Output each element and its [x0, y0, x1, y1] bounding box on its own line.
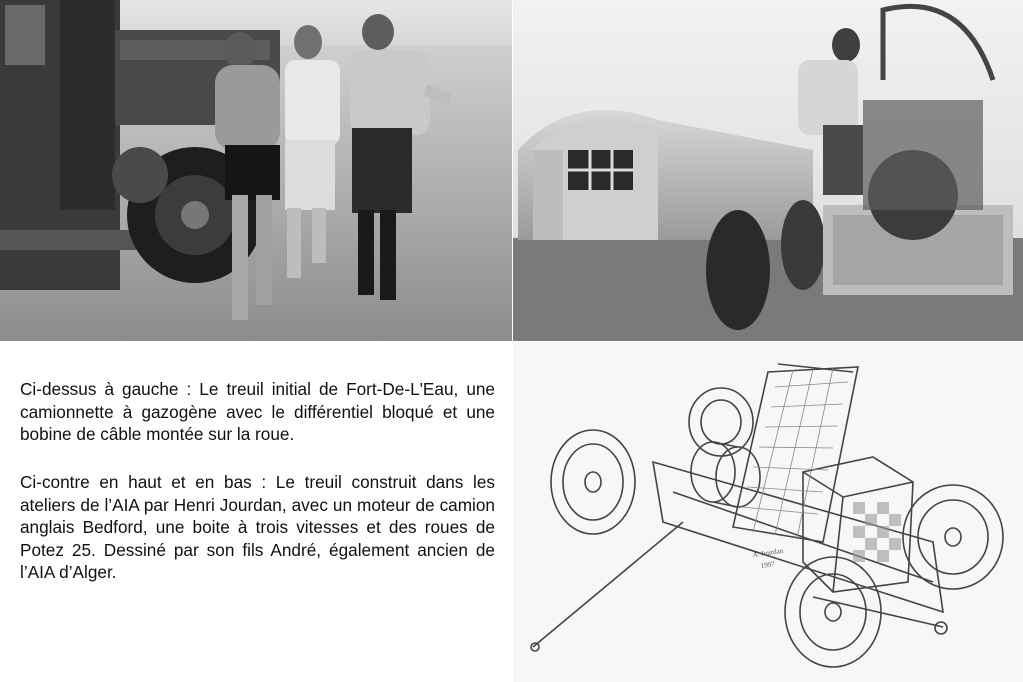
photo-winch-vehicle	[513, 0, 1023, 341]
sketch-winch-drawing	[513, 342, 1023, 682]
photo-truck-winch	[0, 0, 512, 341]
caption-winch-description: Ci-contre en haut et en bas : Le treuil construit dans les ateliers de l’AIA par Henri Jourdan, avec un moteur de camion anglais Bedford, une boite à trois vitesses et des roues de Potez 25. Dessiné par son fils André, également ancien de l’AIA d’Alger.	[20, 472, 495, 582]
sketch-winch-drawing-image	[513, 342, 1023, 682]
photo-truck-winch-image	[0, 0, 512, 341]
sketch-signature-name: A. Jourdan	[752, 546, 784, 559]
sketch-signature-year: 1997	[760, 560, 776, 570]
caption-left-photo: Ci-dessus à gauche : Le treuil initial de Fort-De-L'Eau, une camionnette à gazogène avec le différentiel bloqué et une bobine de câble montée sur la roue.	[20, 379, 495, 444]
photo-winch-vehicle-image	[513, 0, 1023, 341]
